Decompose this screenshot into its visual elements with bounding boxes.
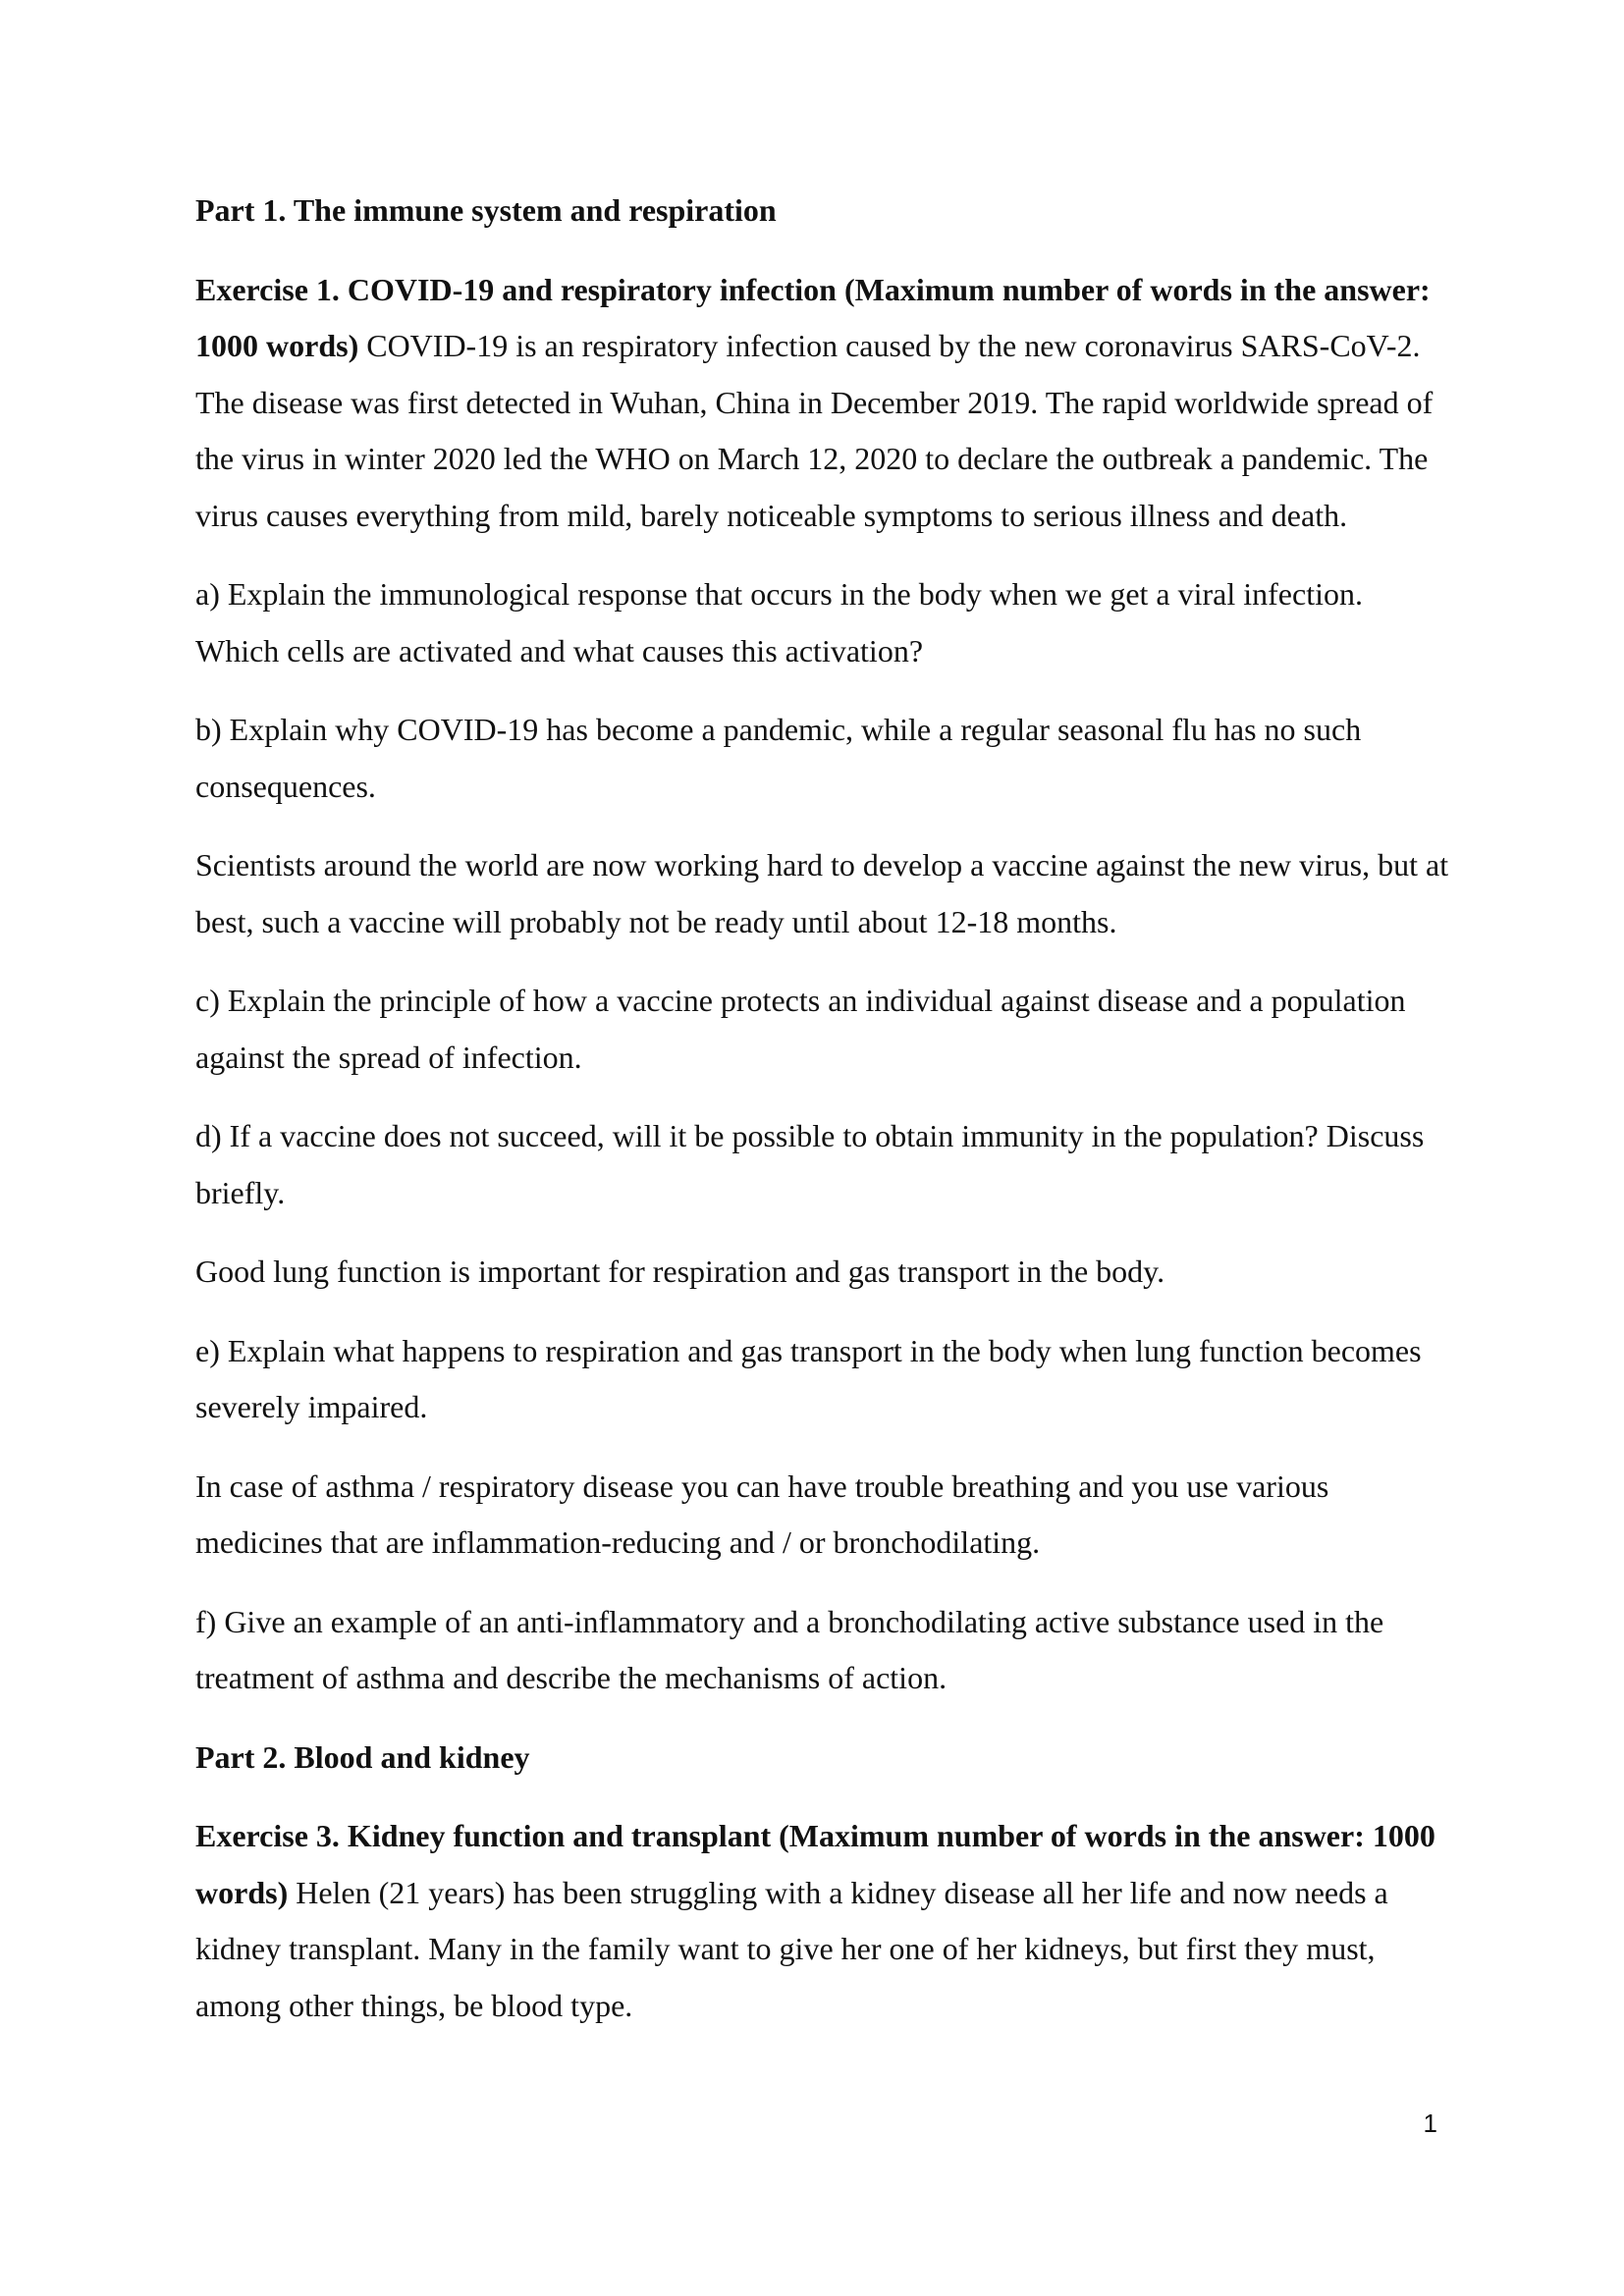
question-d: d) If a vaccine does not succeed, will it be possible to obtain immunity in the population? Discuss briefly. (195, 1118, 1425, 1210)
exercise3-paragraph (195, 1808, 1452, 2034)
question-c: c) Explain the principle of how a vaccine protects an individual against disease and a population against the spread of infection. (195, 983, 1406, 1075)
exercise3-intro: Helen (21 years) has been struggling with a kidney disease all her life and now needs a kidney transplant. Many in the family want to give her one of her kidneys, but first they must, among other things, be blood type. (195, 1874, 1388, 2023)
exercise1-title: Exercise 1. COVID-19 and respiratory infection (Maximum number of words in the answer: 1000 words) (195, 271, 1431, 363)
part2-heading: Part 2. Blood and kidney (195, 1738, 530, 1775)
part1-heading: Part 1. The immune system and respiration (195, 192, 777, 228)
lung-paragraph: Good lung function is important for respiration and gas transport in the body. (195, 1254, 1165, 1289)
question-e: e) Explain what happens to respiration and gas transport in the body when lung function becomes severely impaired. (195, 1332, 1422, 1424)
question-f: f) Give an example of an anti-inflammatory and a bronchodilating active substance used in the treatment of asthma and describe the mechanisms of action. (195, 1603, 1384, 1695)
vaccine-paragraph: Scientists around the world are now working hard to develop a vaccine against the new virus, but at best, such a vaccine will probably not be ready until about 12-18 months. (195, 847, 1449, 939)
question-a: a) Explain the immunological response that occurs in the body when we get a viral infection. Which cells are activated and what causes this activation? (195, 576, 1363, 668)
question-b: b) Explain why COVID-19 has become a pandemic, while a regular seasonal flu has no such consequences. (195, 712, 1362, 804)
page-number: 1 (1423, 2109, 1437, 2138)
asthma-paragraph: In case of asthma / respiratory disease you can have trouble breathing and you use various medicines that are inflammation-reducing and / or bronchodilating. (195, 1468, 1329, 1560)
exercise1-intro: COVID-19 is an respiratory infection caused by the new coronavirus SARS-CoV-2. The disease was first detected in Wuhan, China in December 2019. The rapid worldwide spread of the virus in winter 2020 led the WHO on March 12, 2020 to declare the outbreak a pandemic. The virus causes everything from mild, barely noticeable symptoms to serious illness and death. (195, 328, 1434, 533)
exercise1-paragraph (195, 262, 1452, 545)
exercise3-title: Exercise 3. Kidney function and transplant (Maximum number of words in the answer: 1000 words) (195, 1818, 1435, 1910)
document-body (195, 183, 1452, 2056)
